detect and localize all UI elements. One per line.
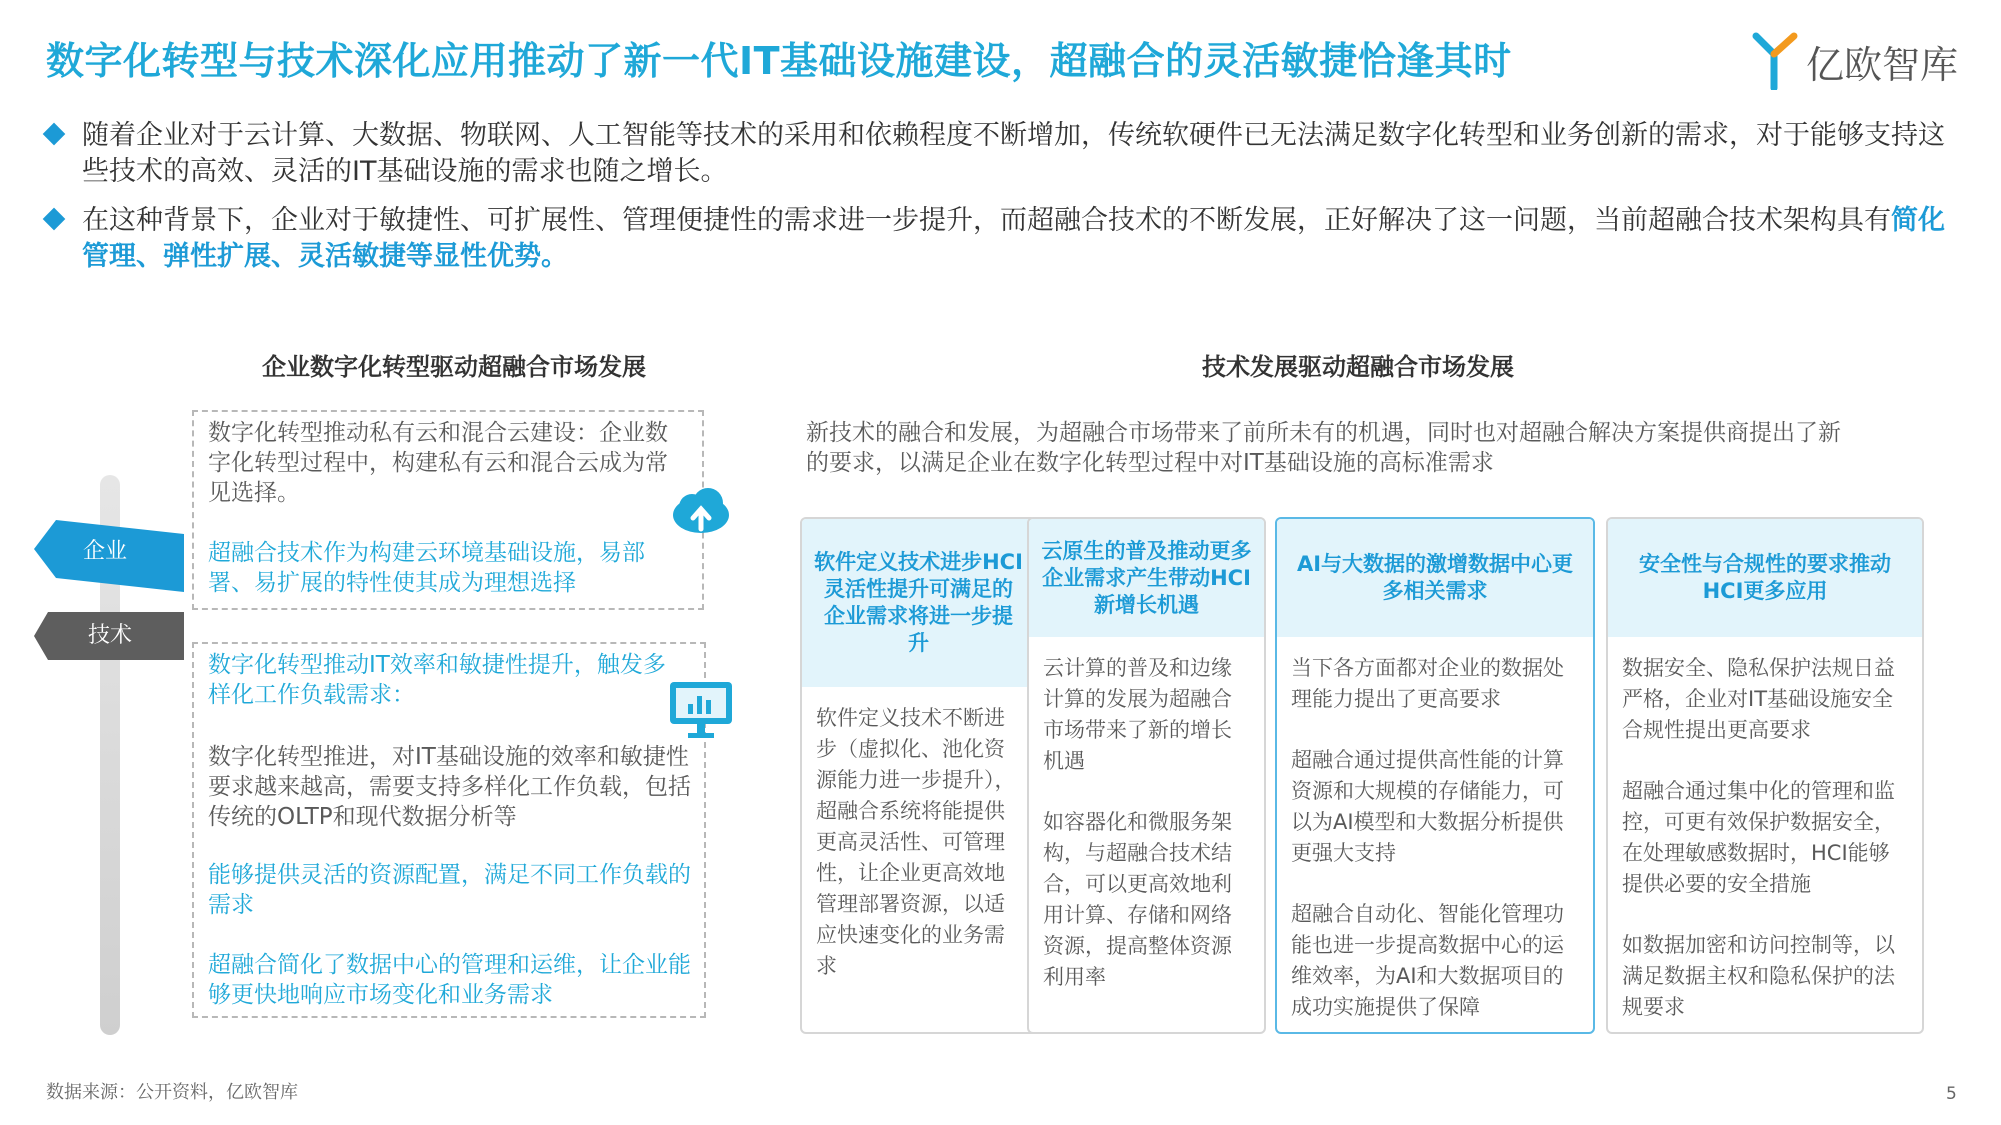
diamond-bullet-icon [43, 123, 66, 146]
left-box-1-lead-title: 数字化转型推动私有云和混合云建设 [208, 420, 576, 446]
page-title: 数字化转型与技术深化应用推动了新一代IT基础设施建设，超融合的灵活敏捷恰逢其时 [46, 39, 1512, 83]
card-4-title: 安全性与合规性的要求推动HCI更多应用 [1608, 519, 1922, 637]
left-box-2-p2: 能够提供灵活的资源配置，满足不同工作负载的需求 [208, 862, 691, 918]
card-security-compliance [1606, 517, 1924, 1034]
card-1-title: 软件定义技术进步HCI灵活性提升可满足的企业需求将进一步提升 [802, 519, 1035, 687]
card-cloud-native [1027, 517, 1266, 1034]
bullet-2-prefix: 在这种背景下，企业对于敏捷性、可扩展性、管理便捷性的需求进一步提升，而超融合技术的不断发展，正好解决了这一问题，当前超融合技术架构具有 [82, 205, 1891, 236]
left-box-1-lead-rest: ：企业数字化转型过程中，构建私有云和混合云成为常见选择。 [208, 420, 668, 506]
card-3-para-1: 当下各方面都对企业的数据处理能力提出了更高要求 [1291, 656, 1564, 711]
card-2-para-2: 如容器化和微服务架构，与超融合技术结合，可以更高效地利用计算、存储和网络资源，提高整体资源利用率 [1043, 810, 1232, 989]
left-box-1-lead [208, 418, 688, 508]
bullet-2-text [82, 203, 1971, 275]
card-3-para-2: 超融合通过提供高性能的计算资源和大规模的存储能力，可以为AI模型和大数据分析提供更强大支持 [1291, 748, 1564, 865]
left-section-heading: 企业数字化转型驱动超融合市场发展 [262, 353, 646, 381]
card-2-para-1: 云计算的普及和边缘计算的发展为超融合市场带来了新的增长机遇 [1043, 656, 1232, 773]
left-box-2-p1: 数字化转型推进，对IT基础设施的效率和敏捷性要求越来越高，需要支持多样化工作负载，包括传统的OLTP和现代数据分析等 [208, 744, 691, 830]
logo-icon [1752, 32, 1798, 90]
card-ai-big-data [1275, 517, 1595, 1034]
sign-tech: 技术 [87, 623, 132, 648]
card-4-para-3: 如数据加密和访问控制等，以满足数据主权和隐私保护的法规要求 [1622, 933, 1895, 1019]
left-box-2-p3: 超融合简化了数据中心的管理和运维，让企业能够更快地响应市场变化和业务需求 [208, 952, 691, 1008]
left-box-1-p2: 超融合技术作为构建云环境基础设施，易部署、易扩展的特性使其成为理想选择 [208, 540, 645, 596]
card-4-para-2: 超融合通过集中化的管理和监控，可更有效保护数据安全，在处理敏感数据时，HCI能够提供必要的安全措施 [1622, 779, 1895, 896]
bullet-2-highlight: 简化管理、弹性扩展、灵活敏捷等显性优势。 [82, 205, 1945, 272]
bullet-1-text: 随着企业对于云计算、大数据、物联网、人工智能等技术的采用和依赖程度不断增加，传统软硬件已无法满足数字化转型和业务创新的需求，对于能够支持这些技术的高效、灵活的IT基础设施的需求也随之增长。 [82, 120, 1945, 187]
bullet-1 [46, 118, 1971, 190]
bullet-2 [46, 203, 1971, 275]
card-software-defined [800, 517, 1037, 1034]
card-4-body [1608, 637, 1922, 1023]
sign-enterprise: 企业 [82, 539, 127, 564]
monitor-chart-icon [668, 680, 734, 740]
card-3-para-3: 超融合自动化、智能化管理功能也进一步提高数据中心的运维效率，为AI和大数据项目的成功实施提供了保障 [1291, 902, 1564, 1019]
card-3-body [1277, 637, 1593, 1023]
card-4-para-1: 数据安全、隐私保护法规日益严格，企业对IT基础设施安全合规性提出更高要求 [1622, 656, 1895, 742]
diamond-bullet-icon [43, 208, 66, 231]
cloud-upload-icon [668, 485, 734, 541]
page-number: 5 [1946, 1084, 1957, 1104]
card-1-para-1: 软件定义技术不断进步（虚拟化、池化资源能力进一步提升），超融合系统将能提供更高灵活性、可管理性，让企业更高效地管理部署资源，以适应快速变化的业务需求 [816, 706, 1016, 978]
left-box-2-lead: 数字化转型推动IT效率和敏捷性提升，触发多样化工作负载需求： [208, 652, 666, 708]
data-source: 数据来源：公开资料，亿欧智库 [46, 1082, 298, 1103]
card-2-title: 云原生的普及推动更多企业需求产生带动HCI新增长机遇 [1029, 519, 1264, 637]
logo [1752, 30, 1972, 92]
logo-text: 亿欧智库 [1806, 42, 1959, 87]
right-section-intro: 新技术的融合和发展，为超融合市场带来了前所未有的机遇，同时也对超融合解决方案提供商提出了新的要求，以满足企业在数字化转型过程中对IT基础设施的高标准需求 [806, 420, 1841, 476]
card-3-title: AI与大数据的激增数据中心更多相关需求 [1277, 519, 1593, 637]
card-2-body [1029, 637, 1264, 993]
card-1-body [802, 687, 1035, 982]
right-section-heading: 技术发展驱动超融合市场发展 [1202, 353, 1514, 381]
